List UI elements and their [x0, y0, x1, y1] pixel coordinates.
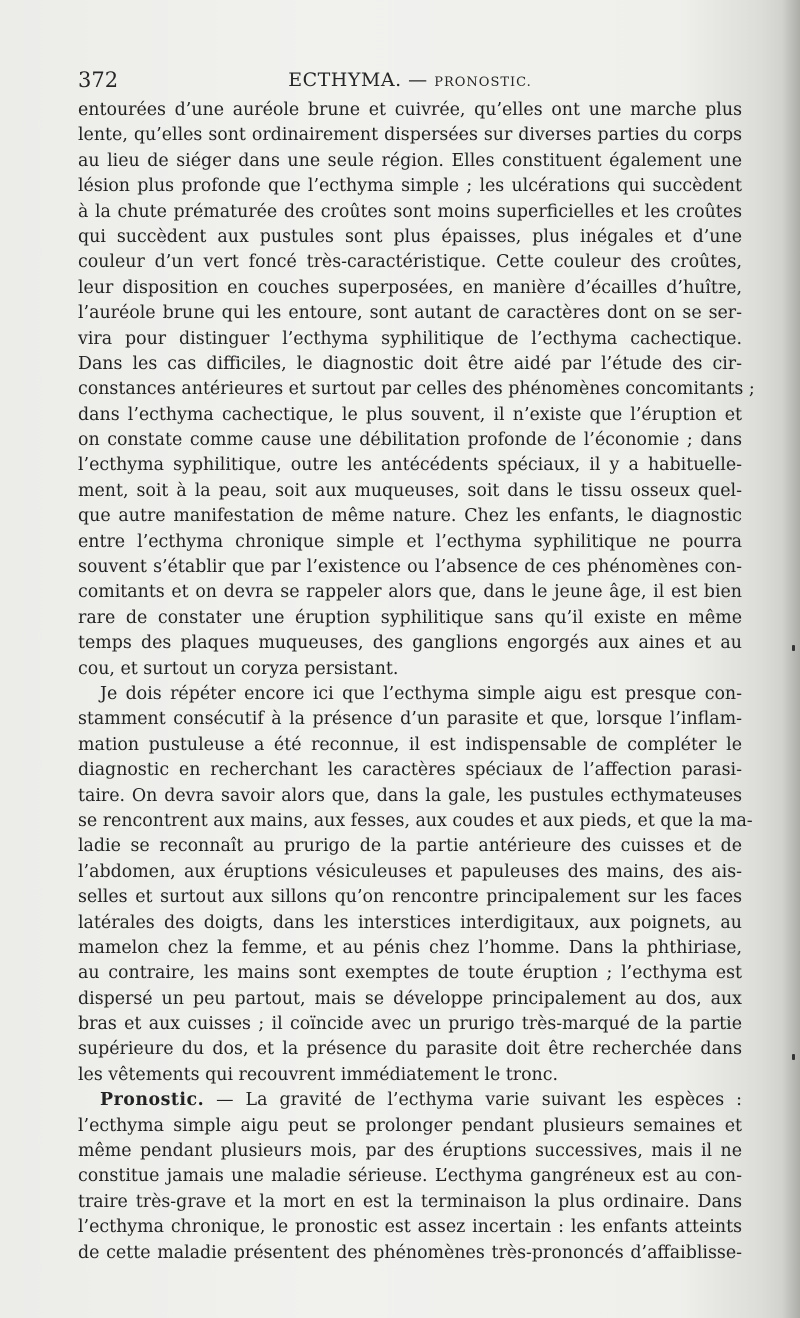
text-line: couleur d’un vert foncé très-caractéristique. Cette couleur des croûtes,	[78, 252, 742, 273]
text-line: on constate comme cause une débilitation profonde de l’économie ; dans	[78, 430, 742, 451]
text-line: bras et aux cuisses ; il coïncide avec un prurigo très-marqué de la partie	[78, 1014, 742, 1035]
text-line: entourées d’une auréole brune et cuivrée, qu’elles ont une marche plus	[78, 100, 742, 120]
text-line: l’abdomen, aux éruptions vésiculeuses et papuleuses des mains, des ais-	[78, 861, 742, 882]
running-head-title	[78, 69, 742, 91]
running-head-section: PRONOSTIC.	[434, 75, 532, 90]
text-line-paragraph-end: cou, et surtout un coryza persistant.	[78, 658, 399, 679]
text-line: l’auréole brune qui les entoure, sont autant de caractères dont on se ser-	[78, 303, 742, 324]
text-line: mation pustuleuse a été reconnue, il est indispensable de compléter le	[78, 734, 742, 755]
text-line: de cette maladie présentent des phénomènes très-prononcés d’affaiblisse-	[78, 1242, 742, 1263]
text-line: stamment consécutif à la présence d’un parasite et que, lorsque l’inflam-	[78, 709, 742, 730]
section-heading-pronostic: Pronostic.	[100, 1090, 205, 1111]
text-line: l’ecthyma chronique, le pronostic est assez incertain : les enfants atteints	[78, 1217, 742, 1238]
text-line: supérieure du dos, et la présence du parasite doit être recherchée dans	[78, 1039, 742, 1060]
running-header	[78, 60, 742, 94]
text-line: diagnostic en recherchant les caractères spéciaux de l’affection parasi-	[78, 760, 742, 781]
text-line: à la chute prématurée des croûtes sont moins superficielles et les croûtes	[78, 201, 742, 222]
text-line: ladie se reconnaît au prurigo de la partie antérieure des cuisses et de	[78, 836, 742, 857]
text-line: temps des plaques muqueuses, des ganglions engorgés aux aines et au	[78, 633, 742, 654]
text-line-paragraph-end: les vêtements qui recouvrent immédiatement le tronc.	[78, 1064, 559, 1085]
text-line: souvent s’établir que par l’existence ou l’absence de ces phénomènes con-	[78, 557, 742, 578]
text-line: dans l’ecthyma cachectique, le plus souvent, il n’existe que l’éruption et	[78, 404, 742, 425]
text-line: même pendant plusieurs mois, par des éruptions successives, mais il ne	[78, 1141, 742, 1162]
text-line: leur disposition en couches superposées, en manière d’écailles d’huître,	[78, 277, 742, 298]
text-line: au contraire, les mains sont exemptes de toute éruption ; l’ecthyma est	[78, 963, 742, 984]
text-line: lente, qu’elles sont ordinairement dispersées sur diverses parties du corps	[78, 125, 742, 146]
text-line: constitue jamais une maladie sérieuse. L’ecthyma gangréneux est au con-	[78, 1166, 742, 1187]
text-line: ment, soit à la peau, soit aux muqueuses, soit dans le tissu osseux quel-	[78, 480, 742, 501]
text-line: dispersé un peu partout, mais se développe principalement au dos, aux	[78, 988, 742, 1009]
running-head-separator: —	[408, 69, 428, 91]
text-line: comitants et on devra se rappeler alors que, dans le jeune âge, il est bien	[78, 582, 742, 603]
body-text	[78, 98, 755, 1266]
text-line: mamelon chez la femme, et au pénis chez l’homme. Dans la phthiriase,	[78, 937, 742, 958]
text-line: selles et surtout aux sillons qu’on rencontre principalement sur les faces	[78, 887, 742, 908]
text-line: qui succèdent aux pustules sont plus épaisses, plus inégales et d’une	[78, 226, 742, 247]
text-line: traire très-grave et la mort en est la terminaison la plus ordinaire. Dans	[78, 1191, 742, 1212]
text-line: entre l’ecthyma chronique simple et l’ecthyma syphilitique ne pourra	[78, 531, 742, 552]
text-line: constances antérieures et surtout par celles des phénomènes concomitants ;	[78, 379, 755, 400]
pronostic-first-line	[78, 1088, 742, 1113]
margin-speck	[792, 645, 795, 651]
text-line: La gravité de l’ecthyma varie suivant les espèces :	[245, 1090, 742, 1111]
text-line: l’ecthyma syphilitique, outre les antécédents spéciaux, il y a habituelle-	[78, 455, 742, 476]
text-line: latérales des doigts, dans les interstices interdigitaux, aux poignets, au	[78, 912, 742, 933]
text-line: se rencontrent aux mains, aux fesses, aux coudes et aux pieds, et que la ma-	[78, 810, 753, 831]
page-number: 372	[78, 68, 119, 92]
running-head-main: ECTHYMA.	[288, 69, 402, 91]
text-line: Dans les cas difficiles, le diagnostic doit être aidé par l’étude des cir-	[78, 353, 742, 374]
text-line: au lieu de siéger dans une seule région. Elles constituent également une	[78, 150, 742, 171]
heading-dash: —	[216, 1090, 234, 1111]
text-line: lésion plus profonde que l’ecthyma simple ; les ulcérations qui succèdent	[78, 176, 742, 197]
text-line: vira pour distinguer l’ecthyma syphilitique de l’ecthyma cachectique.	[78, 328, 742, 349]
text-line: l’ecthyma simple aigu peut se prolonger pendant plusieurs semaines et	[78, 1115, 742, 1136]
text-line-paragraph-start: Je dois répéter encore ici que l’ecthyma simple aigu est presque con-	[100, 683, 742, 704]
page-edge-shadow	[782, 0, 800, 1318]
text-line: rare de constater une éruption syphilitique sans qu’il existe en même	[78, 607, 742, 628]
text-line: taire. On devra savoir alors que, dans la gale, les pustules ecthymateuses	[78, 785, 742, 806]
margin-speck	[792, 1054, 795, 1060]
text-line: que autre manifestation de même nature. Chez les enfants, le diagnostic	[78, 506, 742, 527]
